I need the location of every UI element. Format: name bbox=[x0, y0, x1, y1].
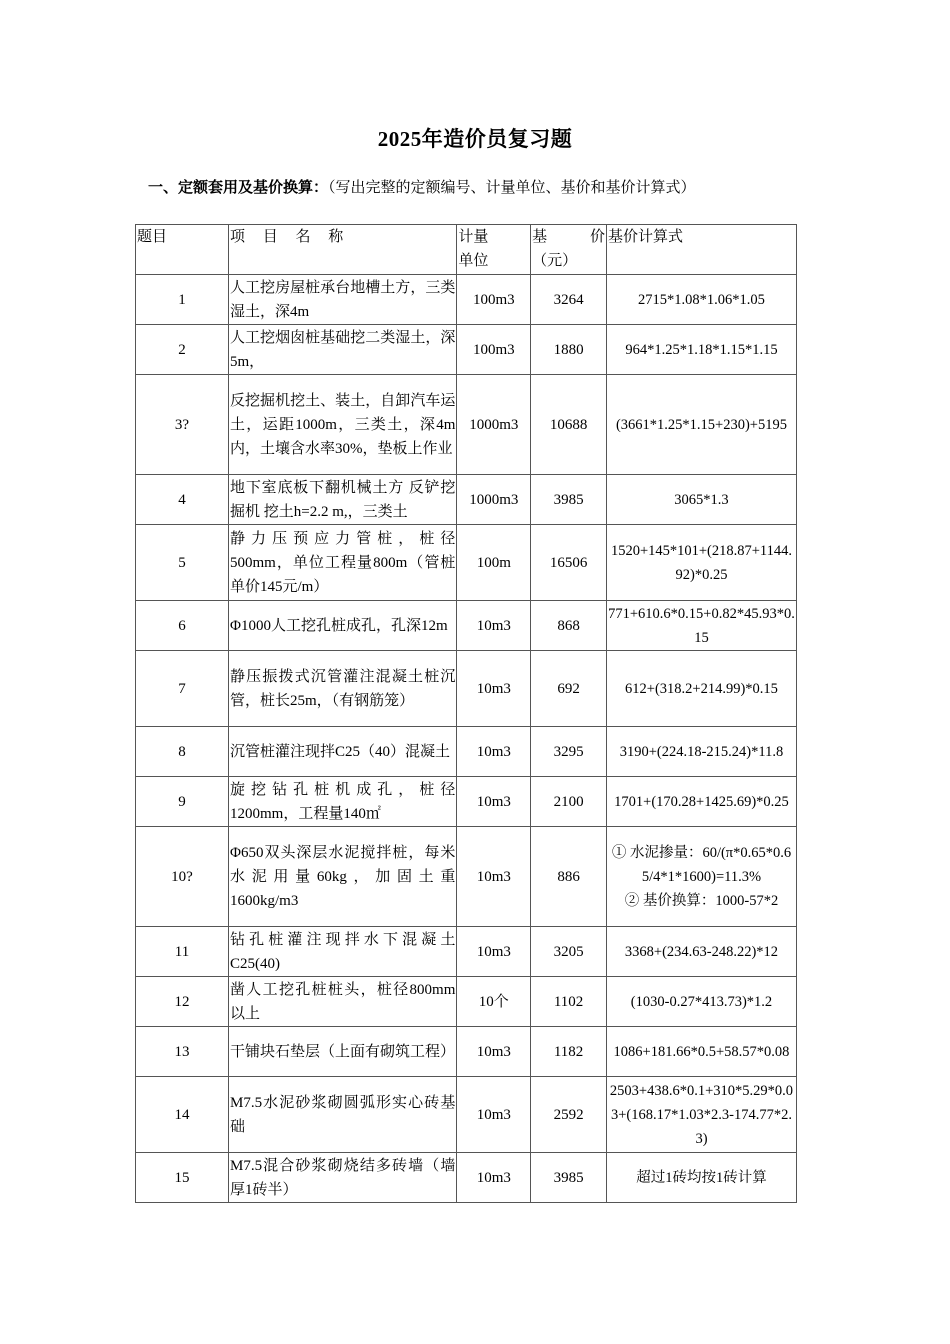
header-unit bbox=[457, 225, 531, 275]
row-unit: 10m3 bbox=[457, 601, 531, 651]
row-unit: 10m3 bbox=[457, 1027, 531, 1077]
header-unit-line1: 计量 bbox=[458, 229, 489, 245]
table-row bbox=[136, 651, 797, 727]
row-unit: 10m3 bbox=[457, 927, 531, 977]
header-price bbox=[531, 225, 607, 275]
row-price: 3205 bbox=[531, 927, 607, 977]
quota-table bbox=[135, 224, 797, 1203]
table-row bbox=[136, 525, 797, 601]
row-name: 人工挖烟囱桩基础挖二类湿土，深5m， bbox=[228, 325, 456, 375]
row-price: 2100 bbox=[531, 777, 607, 827]
row-index: 10? bbox=[136, 827, 229, 927]
row-name: 静压振拨式沉管灌注混凝土桩沉管，桩长25m，（有钢筋笼） bbox=[228, 651, 456, 727]
row-formula: (3661*1.25*1.15+230)+5195 bbox=[606, 375, 796, 475]
row-index: 9 bbox=[136, 777, 229, 827]
row-unit: 10m3 bbox=[457, 1153, 531, 1203]
table-row bbox=[136, 325, 797, 375]
row-price: 3295 bbox=[531, 727, 607, 777]
header-unit-line2: 单位 bbox=[458, 253, 489, 269]
row-price: 3985 bbox=[531, 1153, 607, 1203]
row-formula: 612+(318.2+214.99)*0.15 bbox=[606, 651, 796, 727]
row-unit: 1000m3 bbox=[457, 375, 531, 475]
section-heading bbox=[148, 176, 696, 197]
row-name: Φ650双头深层水泥搅拌桩，每米水泥用量60kg，加固土重1600kg/m3 bbox=[228, 827, 456, 927]
row-name: M7.5混合砂浆砌烧结多砖墙（墙厚1砖半） bbox=[228, 1153, 456, 1203]
header-calc: 基价计算式 bbox=[606, 225, 796, 275]
row-price: 1182 bbox=[531, 1027, 607, 1077]
header-index: 题目 bbox=[136, 225, 229, 275]
row-name: 旋挖钻孔桩机成孔，桩径1200mm，工程量140㎡ bbox=[228, 777, 456, 827]
row-formula: 1701+(170.28+1425.69)*0.25 bbox=[606, 777, 796, 827]
header-price-b: 价 bbox=[589, 229, 605, 245]
row-formula: 964*1.25*1.18*1.15*1.15 bbox=[606, 325, 796, 375]
row-price: 1102 bbox=[531, 977, 607, 1027]
row-name: 干铺块石垫层（上面有砌筑工程） bbox=[228, 1027, 456, 1077]
row-index: 2 bbox=[136, 325, 229, 375]
row-unit: 10个 bbox=[457, 977, 531, 1027]
row-formula: 2715*1.08*1.06*1.05 bbox=[606, 275, 796, 325]
row-index: 14 bbox=[136, 1077, 229, 1153]
table-row bbox=[136, 927, 797, 977]
row-index: 8 bbox=[136, 727, 229, 777]
table-row bbox=[136, 275, 797, 325]
table-row bbox=[136, 601, 797, 651]
row-name: 钻孔桩灌注现拌水下混凝土C25(40) bbox=[228, 927, 456, 977]
row-index: 3? bbox=[136, 375, 229, 475]
row-index: 12 bbox=[136, 977, 229, 1027]
row-formula: 3368+(234.63-248.22)*12 bbox=[606, 927, 796, 977]
row-formula bbox=[606, 827, 796, 927]
row-index: 11 bbox=[136, 927, 229, 977]
row-formula: 771+610.6*0.15+0.82*45.93*0.15 bbox=[606, 601, 796, 651]
row-name: 反挖掘机挖土、装土，自卸汽车运土，运距1000m，三类土，深4m内，土壤含水率30%，垫板上作业 bbox=[228, 375, 456, 475]
table-row bbox=[136, 1027, 797, 1077]
row-name: 地下室底板下翻机械土方 反铲挖掘机 挖土h=2.2 m,，三类土 bbox=[228, 475, 456, 525]
row-formula: 1520+145*101+(218.87+1144.92)*0.25 bbox=[606, 525, 796, 601]
header-name: 项 目 名 称 bbox=[228, 225, 456, 275]
row-price: 1880 bbox=[531, 325, 607, 375]
header-price-a: 基 bbox=[532, 229, 548, 245]
row-price: 692 bbox=[531, 651, 607, 727]
table-header-row bbox=[136, 225, 797, 275]
row-price: 868 bbox=[531, 601, 607, 651]
header-price-line1 bbox=[532, 225, 605, 249]
row-name: M7.5水泥砂浆砌圆弧形实心砖基础 bbox=[228, 1077, 456, 1153]
table-row bbox=[136, 375, 797, 475]
section-title: 一、定额套用及基价换算： bbox=[148, 180, 329, 196]
table-row bbox=[136, 977, 797, 1027]
table-row bbox=[136, 1153, 797, 1203]
table-row bbox=[136, 827, 797, 927]
row-price: 3264 bbox=[531, 275, 607, 325]
formula-line: ① 水泥掺量：60/(π*0.65*0.65/4*1*1600)=11.3% bbox=[611, 844, 792, 885]
row-price: 886 bbox=[531, 827, 607, 927]
row-index: 13 bbox=[136, 1027, 229, 1077]
row-unit: 10m3 bbox=[457, 727, 531, 777]
row-formula: 超过1砖均按1砖计算 bbox=[606, 1153, 796, 1203]
row-formula: 1086+181.66*0.5+58.57*0.08 bbox=[606, 1027, 796, 1077]
row-price: 10688 bbox=[531, 375, 607, 475]
row-formula: 3190+(224.18-215.24)*11.8 bbox=[606, 727, 796, 777]
row-name: 沉管桩灌注现拌C25（40）混凝土 bbox=[228, 727, 456, 777]
formula-line: ② 基价换算：1000-57*2 bbox=[624, 892, 779, 909]
row-price: 16506 bbox=[531, 525, 607, 601]
row-index: 7 bbox=[136, 651, 229, 727]
row-unit: 100m3 bbox=[457, 275, 531, 325]
row-formula: 3065*1.3 bbox=[606, 475, 796, 525]
table-row bbox=[136, 1077, 797, 1153]
row-unit: 10m3 bbox=[457, 827, 531, 927]
table-row bbox=[136, 475, 797, 525]
row-price: 2592 bbox=[531, 1077, 607, 1153]
row-index: 6 bbox=[136, 601, 229, 651]
row-name: Φ1000人工挖孔桩成孔，孔深12m bbox=[228, 601, 456, 651]
table-row bbox=[136, 727, 797, 777]
page-title: 2025年造价员复习题 bbox=[377, 127, 573, 151]
row-unit: 1000m3 bbox=[457, 475, 531, 525]
row-unit: 10m3 bbox=[457, 777, 531, 827]
header-price-line2: （元） bbox=[532, 253, 578, 269]
row-unit: 10m3 bbox=[457, 651, 531, 727]
row-index: 4 bbox=[136, 475, 229, 525]
row-index: 15 bbox=[136, 1153, 229, 1203]
row-name: 凿人工挖孔桩桩头，桩径800mm以上 bbox=[228, 977, 456, 1027]
row-name: 静力压预应力管桩，桩径500mm，单位工程量800m（管桩单价145元/m） bbox=[228, 525, 456, 601]
row-unit: 10m3 bbox=[457, 1077, 531, 1153]
row-index: 1 bbox=[136, 275, 229, 325]
table-row bbox=[136, 777, 797, 827]
row-name: 人工挖房屋桩承台地槽土方，三类湿土，深4m bbox=[228, 275, 456, 325]
row-formula: (1030-0.27*413.73)*1.2 bbox=[606, 977, 796, 1027]
section-note: （写出完整的定额编号、计量单位、基价和基价计算式） bbox=[328, 180, 696, 196]
row-unit: 100m3 bbox=[457, 325, 531, 375]
row-index: 5 bbox=[136, 525, 229, 601]
row-formula: 2503+438.6*0.1+310*5.29*0.03+(168.17*1.03*2.3-174.77*2.3) bbox=[606, 1077, 796, 1153]
row-price: 3985 bbox=[531, 475, 607, 525]
row-unit: 100m bbox=[457, 525, 531, 601]
